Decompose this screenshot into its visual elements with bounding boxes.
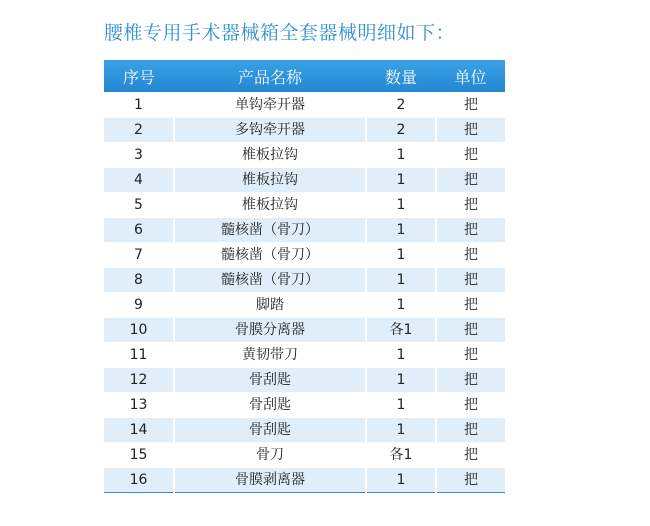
cell-unit: 把 [436,243,505,268]
cell-quantity: 1 [366,168,436,193]
cell-product-name: 髓核凿（骨刀） [174,243,366,268]
table-row [104,143,505,168]
header-product-name: 产品名称 [174,60,366,93]
cell-product-name: 椎板拉钩 [174,143,366,168]
cell-unit: 把 [436,343,505,368]
cell-product-name: 脚踏 [174,293,366,318]
cell-quantity: 1 [366,468,436,493]
cell-unit: 把 [436,418,505,443]
cell-product-name: 骨刀 [174,443,366,468]
cell-product-name: 椎板拉钩 [174,168,366,193]
cell-quantity: 各1 [366,318,436,343]
table-header-row [104,60,505,93]
cell-unit: 把 [436,143,505,168]
cell-unit: 把 [436,268,505,293]
cell-quantity: 1 [366,393,436,418]
table-header [104,60,505,93]
cell-unit: 把 [436,293,505,318]
cell-unit: 把 [436,168,505,193]
table-row [104,418,505,443]
cell-quantity: 1 [366,418,436,443]
table-row [104,443,505,468]
cell-unit: 把 [436,93,505,118]
cell-product-name: 骨刮匙 [174,418,366,443]
cell-serial-number: 10 [104,318,174,343]
table-row [104,118,505,143]
cell-serial-number: 5 [104,193,174,218]
cell-serial-number: 11 [104,343,174,368]
cell-quantity: 1 [366,243,436,268]
page-title: 腰椎专用手术器械箱全套器械明细如下： [104,22,456,44]
header-quantity: 数量 [366,60,436,93]
cell-quantity: 2 [366,118,436,143]
cell-serial-number: 12 [104,368,174,393]
cell-serial-number: 6 [104,218,174,243]
cell-product-name: 骨膜剥离器 [174,468,366,493]
cell-unit: 把 [436,468,505,493]
cell-serial-number: 8 [104,268,174,293]
header-unit: 单位 [436,60,505,93]
table-row [104,318,505,343]
cell-product-name: 椎板拉钩 [174,193,366,218]
cell-quantity: 1 [366,218,436,243]
cell-serial-number: 7 [104,243,174,268]
cell-product-name: 骨刮匙 [174,393,366,418]
cell-serial-number: 14 [104,418,174,443]
cell-product-name: 骨膜分离器 [174,318,366,343]
cell-unit: 把 [436,218,505,243]
table-row [104,268,505,293]
instrument-list-table [104,60,505,493]
cell-unit: 把 [436,393,505,418]
table-row [104,193,505,218]
cell-serial-number: 13 [104,393,174,418]
cell-quantity: 各1 [366,443,436,468]
header-serial-number: 序号 [104,60,174,93]
cell-serial-number: 3 [104,143,174,168]
cell-unit: 把 [436,318,505,343]
cell-unit: 把 [436,118,505,143]
cell-product-name: 多钩牵开器 [174,118,366,143]
cell-serial-number: 16 [104,468,174,493]
cell-serial-number: 9 [104,293,174,318]
cell-quantity: 2 [366,93,436,118]
cell-quantity: 1 [366,293,436,318]
cell-quantity: 1 [366,268,436,293]
cell-quantity: 1 [366,343,436,368]
table-row [104,168,505,193]
cell-unit: 把 [436,443,505,468]
table-row [104,343,505,368]
table-row [104,368,505,393]
table-body [104,93,505,493]
cell-serial-number: 1 [104,93,174,118]
cell-product-name: 黄韧带刀 [174,343,366,368]
cell-quantity: 1 [366,368,436,393]
table-row [104,293,505,318]
table-row [104,218,505,243]
cell-product-name: 髓核凿（骨刀） [174,218,366,243]
cell-product-name: 髓核凿（骨刀） [174,268,366,293]
cell-serial-number: 2 [104,118,174,143]
cell-product-name: 单钩牵开器 [174,93,366,118]
table-row [104,468,505,493]
cell-quantity: 1 [366,193,436,218]
cell-serial-number: 4 [104,168,174,193]
table-row [104,93,505,118]
cell-serial-number: 15 [104,443,174,468]
cell-quantity: 1 [366,143,436,168]
cell-unit: 把 [436,193,505,218]
cell-product-name: 骨刮匙 [174,368,366,393]
table-row [104,243,505,268]
table-row [104,393,505,418]
cell-unit: 把 [436,368,505,393]
